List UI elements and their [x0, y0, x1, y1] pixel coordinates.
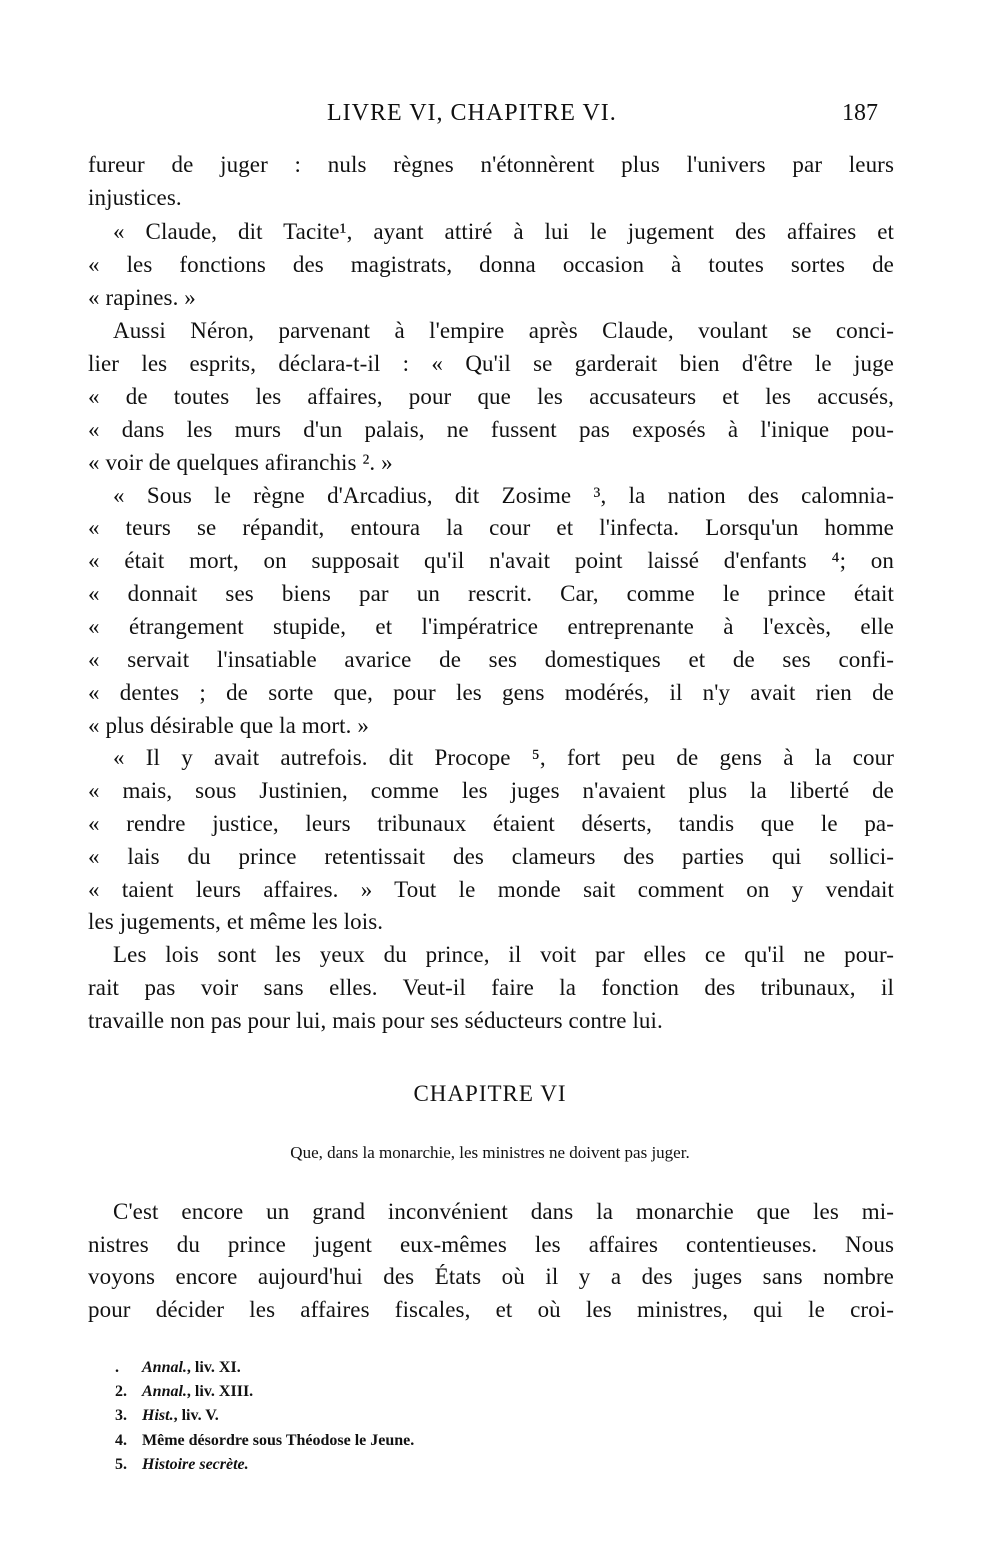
text-line: « était mort, on supposait qu'il n'avait point laissé d'enfants ⁴; on [88, 548, 894, 573]
text-line: fureur de juger : nuls règnes n'étonnèrent plus l'univers par leurs [88, 152, 894, 177]
text-line: « mais, sous Justinien, comme les juges n'avaient plus la liberté de [88, 778, 894, 803]
footnote-text: , liv. XI. [186, 1359, 241, 1376]
text-line: « rendre justice, leurs tribunaux étaient déserts, tandis que le pa- [88, 811, 894, 836]
text-line: « servait l'insatiable avarice de ses domestiques et de ses confi- [88, 647, 894, 672]
text-line: lier les esprits, déclara-t-il : « Qu'il se garderait bien d'être le juge [88, 351, 894, 376]
text-line: « étrangement stupide, et l'impératrice entreprenante à l'excès, elle [88, 614, 894, 639]
text-line: « voir de quelques afiranchis ². » [88, 450, 393, 475]
text-line: « lais du prince retentissait des clameurs des parties qui sollici- [88, 844, 894, 869]
text-line: les jugements, et même les lois. [88, 909, 384, 934]
page-number: 187 [842, 100, 878, 126]
text-line: « Claude, dit Tacite¹, ayant attiré à lui le jugement des affaires et [113, 219, 894, 244]
text-line: Aussi Néron, parvenant à l'empire après Claude, voulant se conci- [113, 318, 894, 343]
text-line: « rapines. » [88, 285, 196, 310]
footnote-text: , liv. XIII. [186, 1383, 254, 1400]
running-header: LIVRE VI, CHAPITRE VI. [327, 100, 617, 126]
text-line: nistres du prince jugent eux-mêmes les affaires contentieuses. Nous [88, 1232, 894, 1257]
footnote-number: 4. [115, 1432, 127, 1449]
text-line: « donnait ses biens par un rescrit. Car, comme le prince était [88, 581, 894, 606]
text-line: « plus désirable que la mort. » [88, 713, 369, 738]
footnote-2 [115, 1380, 253, 1404]
text-line: rait pas voir sans elles. Veut-il faire la fonction des tribunaux, il [88, 975, 894, 1000]
footnote-1 [115, 1356, 241, 1380]
footnote-number: 5. [115, 1456, 127, 1473]
footnote-italic: Annal. [142, 1383, 187, 1400]
footnote-5 [115, 1453, 249, 1477]
text-line: « Il y avait autrefois. dit Procope ⁵, fort peu de gens à la cour [113, 745, 894, 770]
footnote-3 [115, 1404, 219, 1428]
footnote-italic: Histoire secrète. [142, 1456, 249, 1473]
footnote-number: 2. [115, 1383, 127, 1400]
text-line: « dans les murs d'un palais, ne fussent pas exposés à l'inique pou- [88, 417, 894, 442]
footnote-number: 3. [115, 1407, 127, 1424]
text-line: « de toutes les affaires, pour que les accusateurs et les accusés, [88, 384, 894, 409]
text-line: C'est encore un grand inconvénient dans la monarchie que les mi- [113, 1199, 894, 1224]
text-line: « taient leurs affaires. » Tout le monde sait comment on y vendait [88, 877, 894, 902]
text-line: « teurs se répandit, entoura la cour et l'infecta. Lorsqu'un homme [88, 515, 894, 540]
footnote-number: . [115, 1359, 119, 1376]
chapter-subtitle: Que, dans la monarchie, les ministres ne doivent pas juger. [290, 1143, 690, 1162]
text-line: « Sous le règne d'Arcadius, dit Zosime ³, la nation des calomnia- [113, 483, 894, 508]
footnote-italic: Hist. [142, 1407, 174, 1424]
text-line: Les lois sont les yeux du prince, il voit par elles ce qu'il ne pour- [113, 942, 894, 967]
footnote-text: , liv. V. [173, 1407, 219, 1424]
footnote-italic: Annal. [142, 1359, 187, 1376]
footnote-text: Même désordre sous Théodose le Jeune. [142, 1432, 415, 1449]
text-line: pour décider les affaires fiscales, et où les ministres, qui le croi- [88, 1297, 894, 1322]
text-line: travaille non pas pour lui, mais pour ses séducteurs contre lui. [88, 1008, 663, 1033]
footnote-4 [115, 1429, 414, 1453]
text-line: voyons encore aujourd'hui des États où il y a des juges sans nombre [88, 1264, 894, 1289]
text-line: « les fonctions des magistrats, donna occasion à toutes sortes de [88, 252, 894, 277]
text-line: « dentes ; de sorte que, pour les gens modérés, il n'y avait rien de [88, 680, 894, 705]
text-line: injustices. [88, 185, 182, 210]
chapter-title: CHAPITRE VI [413, 1081, 567, 1106]
